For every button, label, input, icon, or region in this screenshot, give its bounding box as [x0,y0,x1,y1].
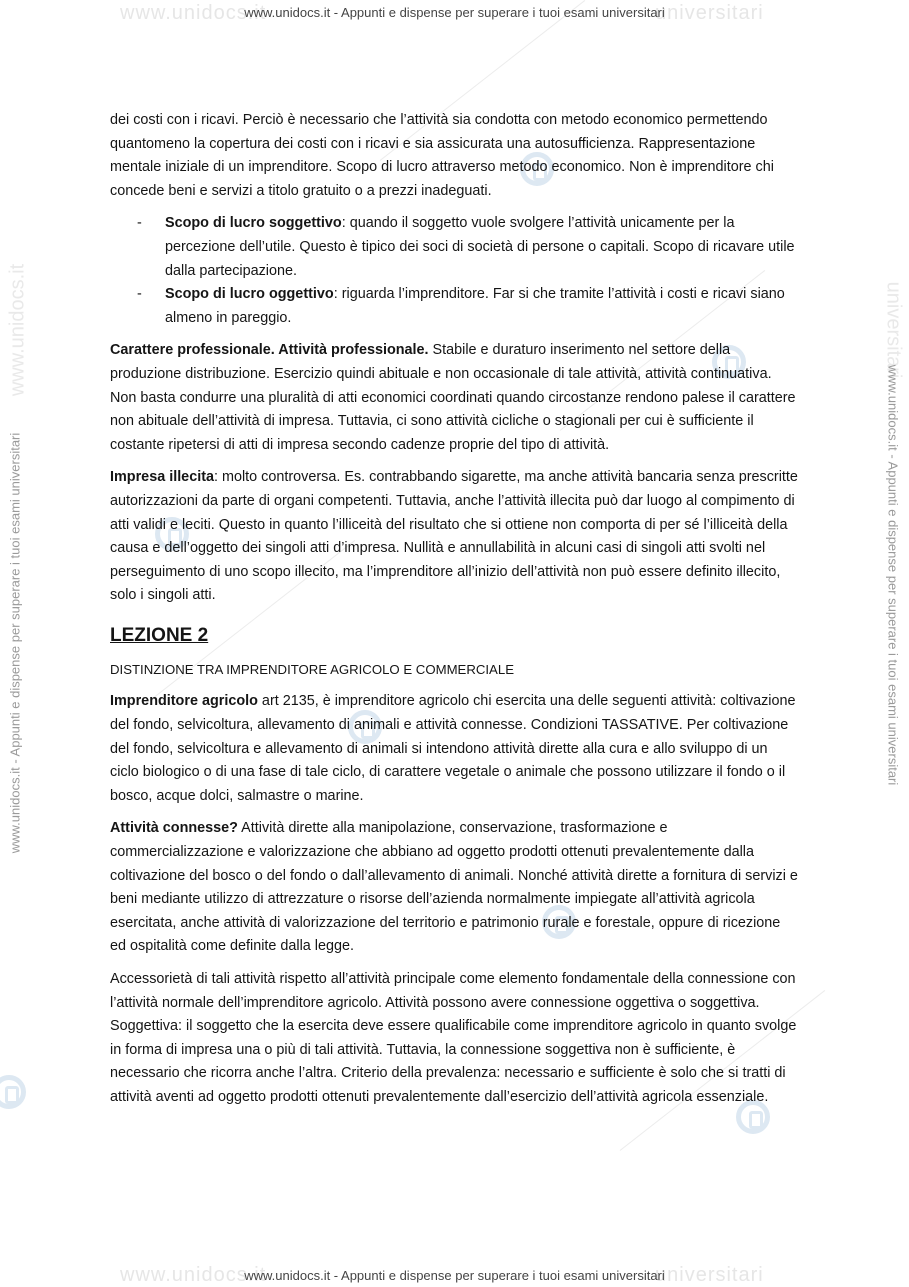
bullet-dash: - [137,286,142,303]
bullet-list-scopo-di-lucro [110,212,800,330]
bullet-item-soggettivo [110,212,800,283]
bullet-dash: - [137,215,142,232]
paragraph-text: Attività dirette alla manipolazione, conservazione, trasformazione e commercializzazione e valorizzazione che abbiano ad oggetto prodotti ottenuti prevalentemente dalla coltivazione del bosco o del fondo o dall’allevamento di animali. Nonché attività dirette a fornitura di servizi e beni mediante utilizzo di attrezzature o risorse dell’azienda normalmente impiegate all’attività agricola esercitata, anche attività di valorizzazione del territorio e patrimonio rurale e forestale, oppure di ricezione ed ospitalità come definite dalla legge. [110,820,798,955]
side-ghost-watermark-left: www.unidocs.it [6,263,29,397]
side-watermark-left: www.unidocs.it - Appunti e dispense per superare i tuoi esami universitari [7,432,23,854]
paragraph-attivita-connesse [110,817,800,959]
paragraph-term: Carattere professionale. Attività professionale. [110,342,429,359]
ghost-watermark-left: www.unidocs.it [120,1264,267,1286]
paragraph-text: Stabile e duraturo inserimento nel settore della produzione distribuzione. Esercizio quindi abituale e non occasionale di tale attività, attività continuativa. Non basta condurre una pluralità di atti economici coordinati quando circostanze rendono palese il carattere non abituale dell’attività di impresa. Tuttavia, ci sono attività cicliche o stagionali per cui è sufficiente il costante ripetersi di atti di impresa secondo cadenze proprie del tipo di attività. [110,342,796,453]
bullet-term: Scopo di lucro soggettivo [165,215,342,232]
side-watermark-right: www.unidocs.it - Appunti e dispense per superare i tuoi esami universitari [885,364,901,786]
document-body [110,109,800,1119]
paragraph-text: : molto controversa. Es. contrabbando sigarette, ma anche attività bancaria senza prescritte autorizzazioni da parte di organi competenti. Tuttavia, anche l’attività illecita può dar luogo al compimento di atti validi e leciti. Questo in quanto l’illiceità del risultato che si ottiene non comporta di per sé l’illiceità della causa e dell’oggetto dei singoli atti d’impresa. Nullità e annullabilità in alcuni casi di singoli atti svolti nel perseguimento di uno scopo illecito, ma l’imprenditore all’inizio dell’attività non può essere definito illecito, solo i singoli atti. [110,469,798,604]
paragraph-term: Imprenditore agricolo [110,693,258,710]
unidocs-logo-icon [0,1075,26,1109]
bullet-text: : riguarda l’imprenditore. Far si che tramite l’attività i costi e ricavi siano almeno in pareggio. [165,286,785,326]
bullet-text: : quando il soggetto vuole svolgere l’attività unicamente per la percezione dell’utile. Questo è tipico dei soci di società di persone o capitali. Scopo di ricavare utile dalla partecipazione. [165,215,795,279]
side-ghost-watermark-right: universitari [882,281,905,379]
paragraph-imprenditore-agricolo [110,690,800,808]
paragraph-term: Impresa illecita [110,469,214,486]
ghost-watermark-left: www.unidocs.it [120,2,267,24]
paragraph-accessorieta: Accessorietà di tali attività rispetto all’attività principale come elemento fondamentale della connessione con l’attività normale dell’imprenditore agricolo. Attività possono avere connessione oggettiva o soggettiva. Soggettiva: il soggetto che la esercita deve essere qualificabile come imprenditore agricolo in quanto svolge in forma di impresa una o più di tali attività. Tuttavia, la connessione soggettiva non è sufficiente, è necessario che ricorra anche l’altra. Criterio della prevalenza: necessario e sufficiente è solo che si tratti di attività aventi ad oggetto prodotti ottenuti prevalentemente dall’esercizio dell’attività agricola essenziale. [110,971,797,1105]
lesson-heading: LEZIONE 2 [110,624,209,646]
bullet-item-oggettivo [110,283,800,330]
paragraph-impresa-illecita [110,466,800,608]
ghost-watermark-right: universitari [655,2,764,24]
paragraph-metodo-economico: dei costi con i ricavi. Perciò è necessario che l’attività sia condotta con metodo economico permettendo quantomeno la copertura dei costi con i ricavi e sia assicurata una autosufficienza. Rappresentazione mentale iniziale di un imprenditore. Scopo di lucro attraverso metodo economico. Non è imprenditore chi concede beni e servizi a titolo gratuito o a prezzi inadeguati. [110,112,774,199]
footer-watermark: www.unidocs.it - Appunti e dispense per superare i tuoi esami universitari [244,1268,665,1283]
paragraph-carattere-professionale [110,339,800,457]
section-subheading: DISTINZIONE TRA IMPRENDITORE AGRICOLO E COMMERCIALE [110,661,514,677]
paragraph-text: art 2135, è imprenditore agricolo chi esercita una delle seguenti attività: coltivazione del fondo, selvicoltura, allevamento di animali e attività connesse. Condizioni TASSATIVE. Per coltivazione del fondo, selvicoltura e allevamento di animali si intendono attività dirette alla cura e allo sviluppo di un ciclo biologico o di una fase di tale ciclo, di carattere vegetale o animale che possono utilizzare il fondo o il bosco, acque dolci, salmastre o marine. [110,693,796,804]
header-watermark: www.unidocs.it - Appunti e dispense per superare i tuoi esami universitari [244,5,665,20]
paragraph-term: Attività connesse? [110,820,238,837]
ghost-watermark-right: universitari [655,1264,764,1286]
bullet-term: Scopo di lucro oggettivo [165,286,334,303]
